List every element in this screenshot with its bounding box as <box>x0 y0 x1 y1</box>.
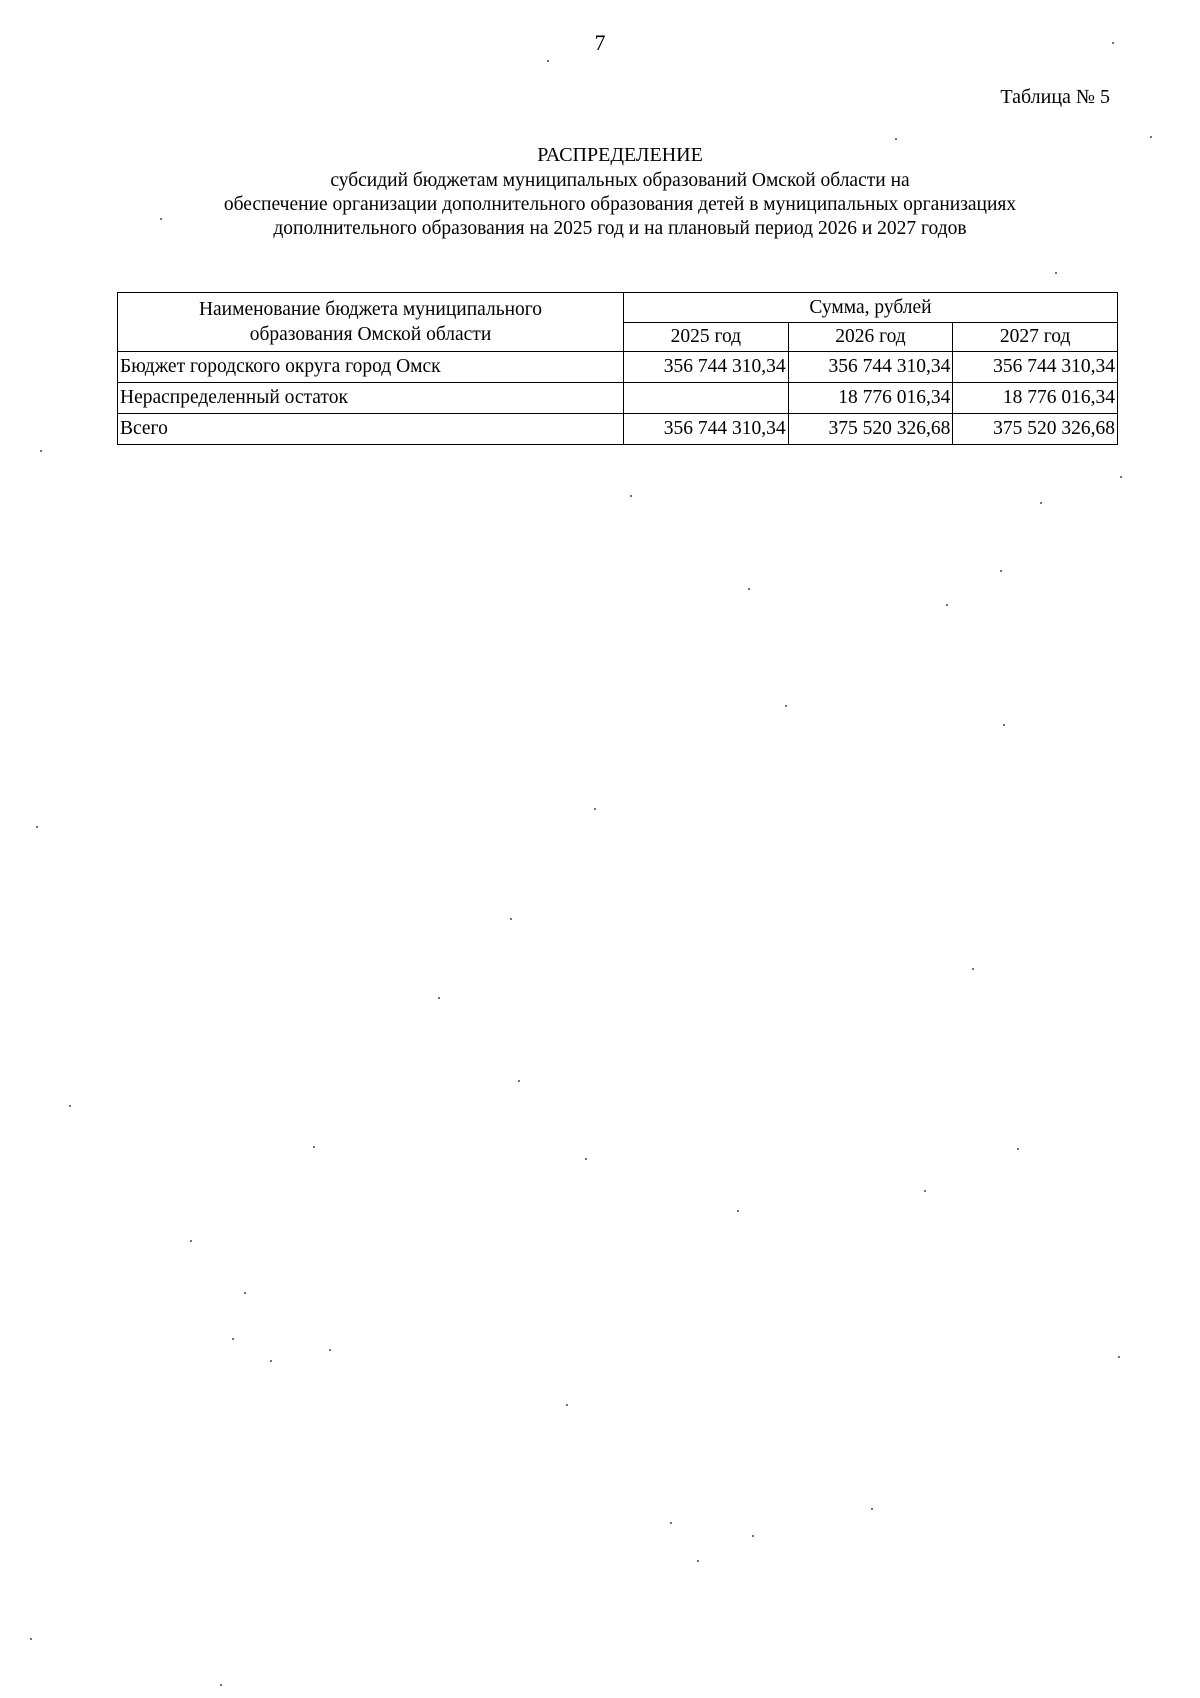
row-name: Бюджет городского округа город Омск <box>118 352 624 383</box>
scan-speck <box>737 1210 739 1212</box>
scan-speck <box>697 1560 699 1562</box>
scan-speck <box>585 1158 587 1160</box>
heading-line-2: обеспечение организации дополнительного образования детей в муниципальных организациях <box>223 194 1017 215</box>
scan-speck <box>1040 502 1042 504</box>
row-value-2027: 375 520 326,68 <box>953 414 1118 445</box>
scan-speck <box>313 1146 315 1148</box>
scan-speck <box>244 1292 246 1294</box>
scan-speck <box>566 1404 568 1406</box>
scan-speck <box>438 997 440 999</box>
scan-speck <box>36 826 38 828</box>
scan-speck <box>232 1338 234 1340</box>
scan-speck <box>1120 476 1122 478</box>
row-value-2025 <box>624 383 789 414</box>
name-header-line-1: Наименование бюджета муниципального <box>198 299 543 320</box>
scan-speck <box>1003 724 1005 726</box>
scan-speck <box>895 138 897 140</box>
table-row <box>118 383 1118 414</box>
year-header-2025: 2025 год <box>624 323 789 352</box>
row-value-2026: 375 520 326,68 <box>788 414 953 445</box>
scan-speck <box>670 1522 672 1524</box>
heading-line-1: субсидий бюджетам муниципальных образований Омской области на <box>330 170 910 191</box>
scan-speck <box>946 604 948 606</box>
name-column-header <box>118 293 624 352</box>
scan-speck <box>924 1190 926 1192</box>
scan-speck <box>630 495 632 497</box>
row-value-2025: 356 744 310,34 <box>624 414 789 445</box>
row-value-2026: 18 776 016,34 <box>788 383 953 414</box>
row-value-2027: 18 776 016,34 <box>953 383 1118 414</box>
year-header-2026: 2026 год <box>788 323 953 352</box>
scan-speck <box>270 1360 272 1362</box>
scan-speck <box>1112 42 1114 44</box>
name-header-line-2: образования Омской области <box>249 324 492 345</box>
scan-speck <box>871 1508 873 1510</box>
scan-speck <box>1000 570 1002 572</box>
heading-line-3: дополнительного образования на 2025 год и на плановый период 2026 и 2027 годов <box>273 218 967 239</box>
row-value-2026: 356 744 310,34 <box>788 352 953 383</box>
scan-speck <box>752 1535 754 1537</box>
scan-speck <box>547 60 549 62</box>
scan-speck <box>785 705 787 707</box>
page-number: 7 <box>594 30 606 55</box>
scan-speck <box>748 588 750 590</box>
scan-speck <box>160 218 162 220</box>
scan-speck <box>1017 1148 1019 1150</box>
scan-speck <box>510 918 512 920</box>
scan-speck <box>1150 136 1152 138</box>
row-name: Нераспределенный остаток <box>118 383 624 414</box>
scan-speck <box>30 1638 32 1640</box>
table-row <box>118 352 1118 383</box>
row-name: Всего <box>118 414 624 445</box>
scan-speck <box>329 1349 331 1351</box>
table-row-total <box>118 414 1118 445</box>
scan-speck <box>220 1684 222 1686</box>
scan-speck <box>69 1105 71 1107</box>
scan-speck <box>1055 272 1057 274</box>
table-label: Таблица № 5 <box>1000 86 1110 108</box>
row-value-2027: 356 744 310,34 <box>953 352 1118 383</box>
heading-title: РАСПРЕДЕЛЕНИЕ <box>537 144 703 166</box>
row-value-2025: 356 744 310,34 <box>624 352 789 383</box>
scan-speck <box>190 1240 192 1242</box>
scan-speck <box>1118 1356 1120 1358</box>
scan-speck <box>594 808 596 810</box>
document-heading <box>0 143 1200 241</box>
scan-speck <box>518 1080 520 1082</box>
distribution-table <box>117 292 1118 445</box>
table-header-row <box>118 293 1118 323</box>
scan-speck <box>972 968 974 970</box>
sum-column-header: Сумма, рублей <box>624 293 1118 323</box>
year-header-2027: 2027 год <box>953 323 1118 352</box>
scan-speck <box>40 450 42 452</box>
